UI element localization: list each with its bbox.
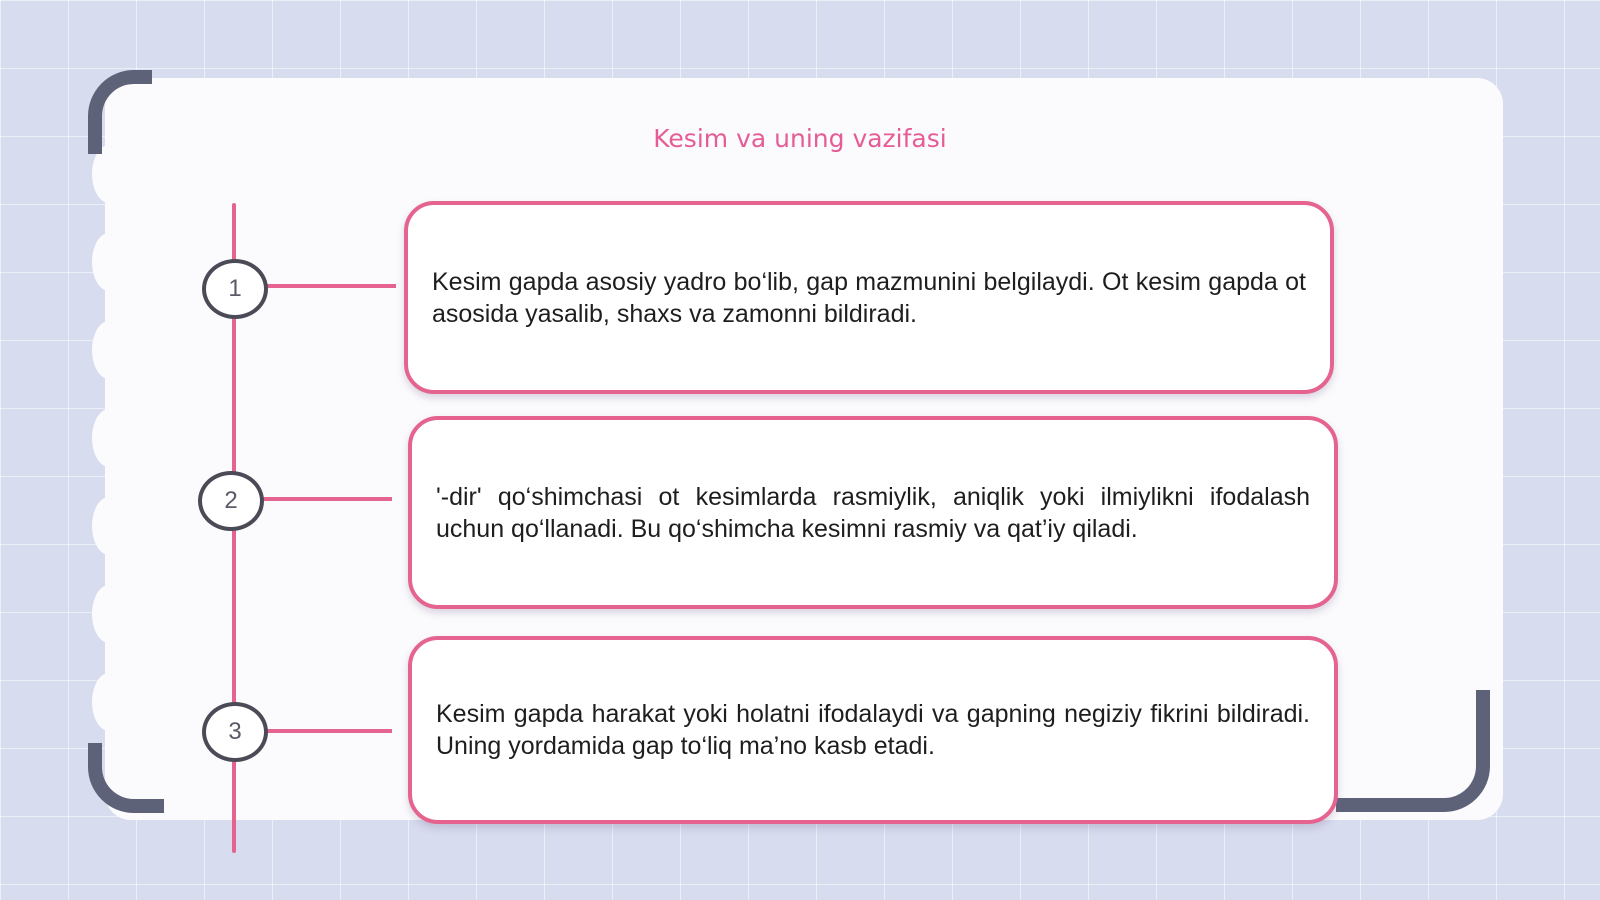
sheet-scallop xyxy=(92,321,126,379)
slide-title: Kesim va uning vazifasi xyxy=(653,124,947,153)
step-3-number: 3 xyxy=(202,702,268,762)
step-2-number: 2 xyxy=(198,471,264,531)
step-1-card xyxy=(404,201,1334,394)
sheet-scallop xyxy=(92,497,126,555)
step-2-connector xyxy=(260,497,392,501)
step-1-number: 1 xyxy=(202,259,268,319)
sheet-scallop xyxy=(92,585,126,643)
step-2-text: '-dir' qo‘shimchasi ot kesimlarda rasmiylik, aniqlik yoki ilmiylikni ifodalash uchun qo‘llanadi. Bu qo‘shimcha kesimni rasmiy va qat’iy qiladi. xyxy=(436,482,1310,543)
step-1-connector xyxy=(264,284,396,288)
step-3-text: Kesim gapda harakat yoki holatni ifodalaydi va gapning negiziy fikrini bildiradi. Uning yordamida gap to‘liq ma’no kasb etadi. xyxy=(436,700,1310,760)
frame-corner-bottom-right xyxy=(1336,690,1490,812)
step-3-card xyxy=(408,636,1338,824)
step-1-text: Kesim gapda asosiy yadro bo‘lib, gap mazmunini belgilaydi. Ot kesim gapda ot asosida yasalib, shaxs va zamonni bildiradi. xyxy=(432,267,1306,328)
step-3-connector xyxy=(264,729,392,733)
frame-corner-bottom-left xyxy=(88,743,164,813)
sheet-scallop xyxy=(92,409,126,467)
sheet-scallop xyxy=(92,233,126,291)
step-2-card xyxy=(408,416,1338,609)
sheet-scallop xyxy=(92,673,126,731)
